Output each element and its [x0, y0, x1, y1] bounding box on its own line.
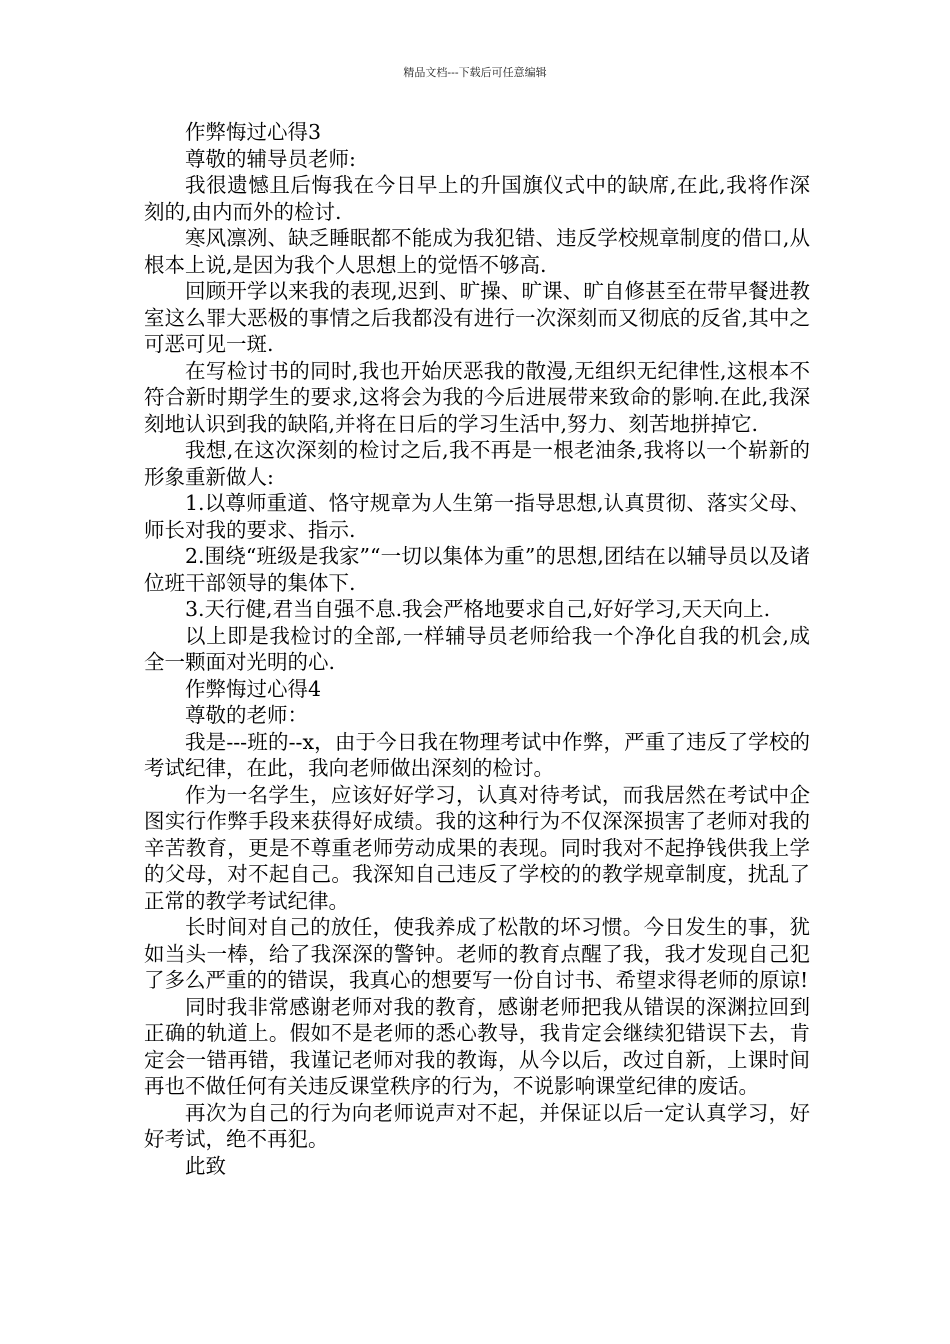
section-title: 作弊悔过心得3 [185, 120, 322, 144]
paragraph: 在写检讨书的同时,我也开始厌恶我的散漫,无组织无纪律性,这根本不符合新时期学生的要求,这将会为我的今后进展带来致命的影响.在此,我深刻地认识到我的缺陷,并将在日后的学习生活中,努力、刻苦地拼掉它. [144, 358, 810, 436]
paragraph: 再次为自己的行为向老师说声对不起，并保证以后一定认真学习，好好考试，绝不再犯。 [144, 1100, 810, 1151]
paragraph: 同时我非常感谢老师对我的教育，感谢老师把我从错误的深渊拉回到正确的轨道上。假如不是老师的悉心教导，我肯定会继续犯错误下去，肯定会一错再错，我谨记老师对我的教诲，从今以后，改过自新，上课时间再也不做任何有关违反课堂秩序的行为，不说影响课堂纪律的废话。 [144, 994, 810, 1098]
paragraph: 我很遗憾且后悔我在今日早上的升国旗仪式中的缺席,在此,我将作深刻的,由内而外的检讨. [144, 173, 810, 224]
closing: 此致 [185, 1153, 226, 1178]
paragraph: 长时间对自己的放任，使我养成了松散的坏习惯。今日发生的事，犹如当头一棒，给了我深深的警钟。老师的教育点醒了我，我才发现自己犯了多么严重的的错误，我真心的想要写一份自讨书、希望求得老师的原谅! [144, 915, 810, 992]
document-body [144, 119, 810, 1179]
paragraph: 以上即是我检讨的全部,一样辅导员老师给我一个净化自我的机会,成全一颗面对光明的心. [144, 623, 810, 674]
list-item: 1.以尊师重道、恪守规章为人生第一指导思想,认真贯彻、落实父母、师长对我的要求、指示. [144, 491, 810, 542]
salutation: 尊敬的辅导员老师: [185, 146, 356, 171]
page-header: 精品文档---下载后可任意编辑 [403, 66, 547, 79]
list-item: 2.围绕“班级是我家”“一切以集体为重”的思想,团结在以辅导员以及诸位班干部领导的集体下. [144, 544, 810, 595]
paragraph: 我想,在这次深刻的检讨之后,我不再是一根老油条,我将以一个崭新的形象重新做人: [144, 438, 810, 489]
paragraph: 寒风凛冽、缺乏睡眠都不能成为我犯错、违反学校规章制度的借口,从根本上说,是因为我个人思想上的觉悟不够高. [144, 226, 810, 277]
list-item: 3.天行健,君当自强不息.我会严格地要求自己,好好学习,天天向上. [185, 597, 771, 621]
section-title: 作弊悔过心得4 [185, 676, 322, 701]
salutation: 尊敬的老师： [185, 703, 308, 727]
paragraph: 回顾开学以来我的表现,迟到、旷操、旷课、旷自修甚至在带早餐进教室这么罪大恶极的事情之后我都没有进行一次深刻而又彻底的反省,其中之可恶可见一斑. [144, 279, 810, 356]
paragraph: 作为一名学生，应该好好学习，认真对待考试，而我居然在考试中企图实行作弊手段来获得好成绩。我的这种行为不仅深深损害了老师对我的辛苦教育，更是不尊重老师劳动成果的表现。同时我对不起挣钱供我上学的父母，对不起自己。我深知自己违反了学校的的教学规章制度，扰乱了正常的教学考试纪律。 [144, 782, 810, 913]
paragraph: 我是---班的--x，由于今日我在物理考试中作弊，严重了违反了学校的考试纪律，在此，我向老师做出深刻的检讨。 [144, 729, 810, 780]
